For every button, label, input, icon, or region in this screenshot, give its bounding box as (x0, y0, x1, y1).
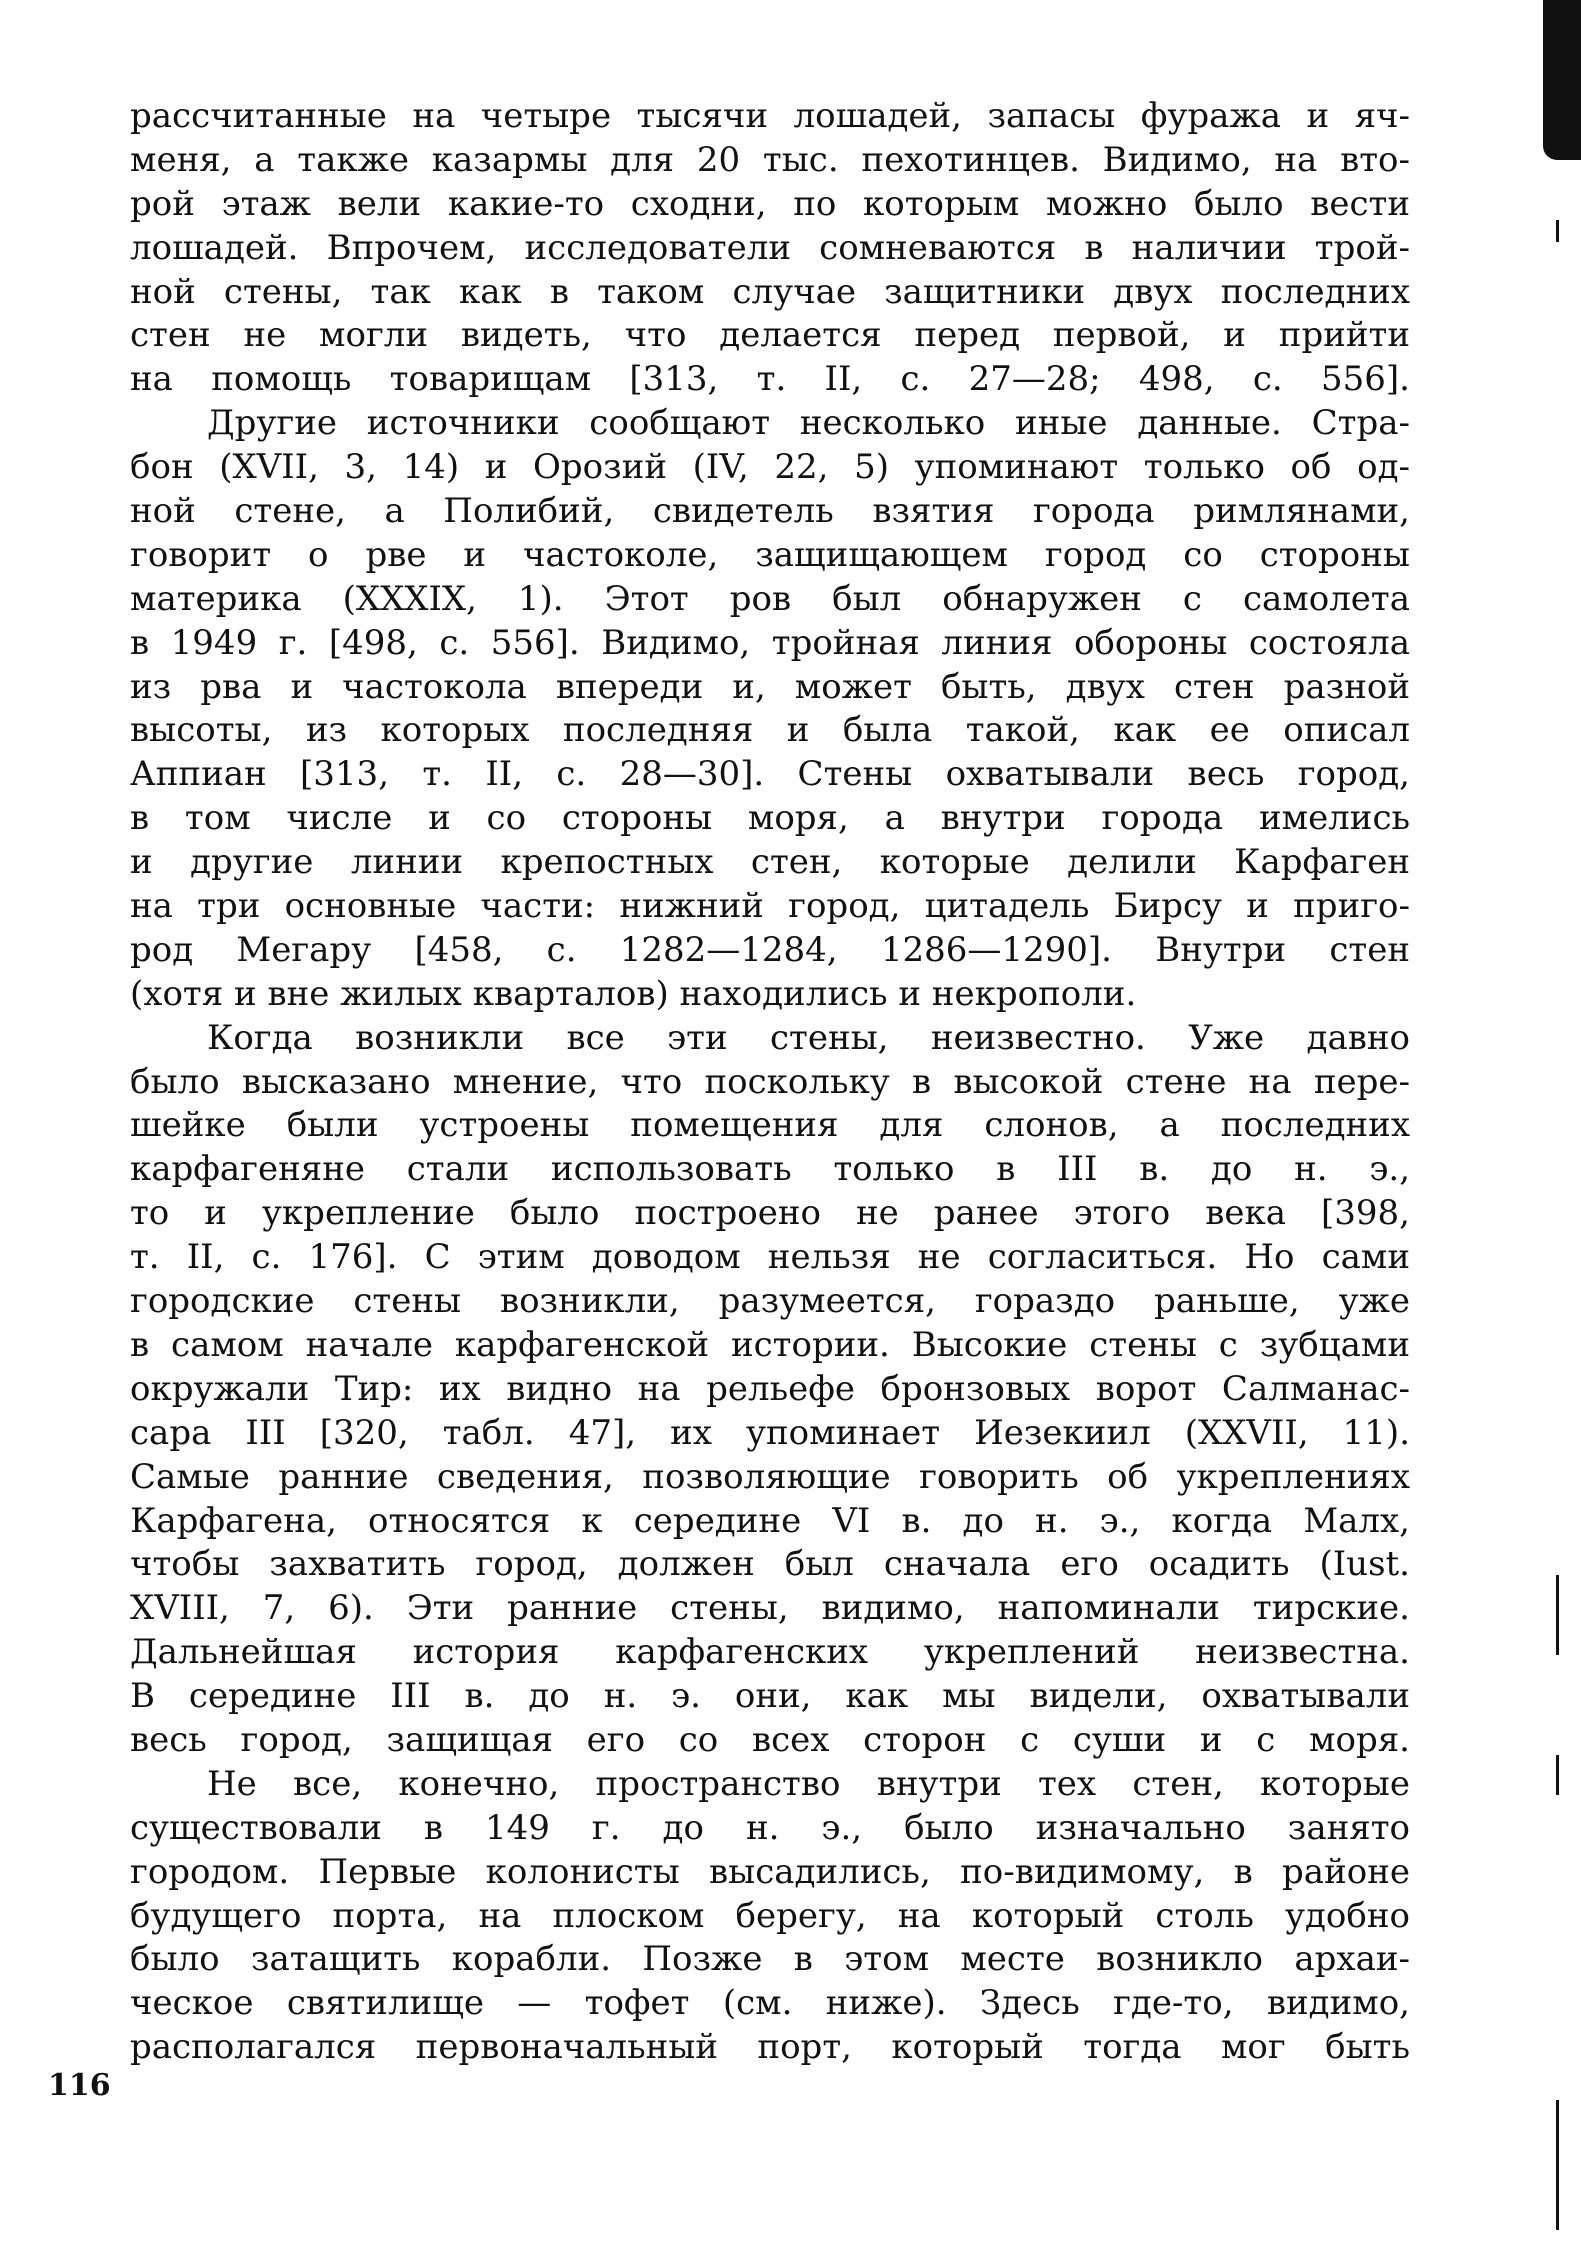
text-line: (хотя и вне жилых кварталов) находились и некрополи. (130, 973, 1137, 1014)
text-line: Когда возникли все эти стены, неизвестно. Уже давно (207, 1017, 1410, 1058)
text-line: ной стены, так как в таком случае защитники двух последних (130, 271, 1410, 312)
text-line: городские стены возникли, разумеется, гораздо раньше, уже (130, 1281, 1410, 1322)
text-line: Самые ранние сведения, позволяющие говорить об укреплениях (130, 1456, 1410, 1497)
text-line: Не все, конечно, пространство внутри тех стен, которые (207, 1763, 1410, 1804)
text-line: было высказано мнение, что поскольку в высокой стене на пере- (130, 1061, 1410, 1102)
text-line: стен не могли видеть, что делается перед первой, и прийти (130, 315, 1410, 356)
text-line: располагался первоначальный порт, который тогда мог быть (130, 2027, 1410, 2068)
text-line: в 1949 г. [498, с. 556]. Видимо, тройная линия обороны состояла (130, 622, 1410, 663)
text-line: говорит о рве и частоколе, защищающем город со стороны (130, 534, 1410, 575)
scan-edge-mark (1556, 1575, 1559, 1655)
text-line: меня, а также казармы для 20 тыс. пехотинцев. Видимо, на вто- (130, 139, 1410, 180)
text-line: В середине III в. до н. э. они, как мы видели, охватывали (130, 1676, 1410, 1717)
text-line: материка (XXXIX, 1). Этот ров был обнаружен с самолета (130, 578, 1410, 619)
text-line: Другие источники сообщают несколько иные данные. Стра- (207, 403, 1410, 444)
text-line: существовали в 149 г. до н. э., было изначально занято (130, 1807, 1410, 1848)
text-line: рассчитанные на четыре тысячи лошадей, запасы фуража и яч- (130, 96, 1410, 136)
scan-edge-mark (1556, 220, 1559, 242)
scan-edge-shadow (1543, 0, 1581, 160)
text-line: шейке были устроены помещения для слонов, а последних (130, 1105, 1410, 1146)
text-line: род Мегару [458, с. 1282—1284, 1286—1290]. Внутри стен (130, 929, 1410, 970)
text-line: весь город, защищая его со всех сторон с суши и с моря. (130, 1719, 1410, 1760)
text-line: на три основные части: нижний город, цитадель Бирсу и приго- (130, 886, 1410, 927)
text-line: в том числе и со стороны моря, а внутри города имелись (130, 798, 1410, 839)
text-line: лошадей. Впрочем, исследователи сомневаются в наличии трой- (130, 227, 1410, 268)
text-line: будущего порта, на плоском берегу, на который столь удобно (130, 1895, 1410, 1936)
text-line: городом. Первые колонисты высадились, по-видимому, в районе (130, 1851, 1410, 1892)
text-line: чтобы захватить город, должен был сначала его осадить (Iust. (130, 1544, 1410, 1585)
text-line: ческое святилище — тофет (см. ниже). Здесь где-то, видимо, (130, 1983, 1410, 2024)
page-number: 116 (48, 2068, 111, 2103)
text-line: т. II, с. 176]. С этим доводом нельзя не согласиться. Но сами (130, 1237, 1410, 1278)
text-line: окружали Тир: их видно на рельефе бронзовых ворот Салманас- (130, 1368, 1410, 1409)
text-line: карфагеняне стали использовать только в III в. до н. э., (130, 1149, 1410, 1190)
scan-edge-mark (1556, 2100, 1559, 2230)
text-line: бон (XVII, 3, 14) и Орозий (IV, 22, 5) упоминают только об од- (130, 447, 1410, 488)
scan-edge-mark (1556, 1755, 1559, 1795)
text-line: и другие линии крепостных стен, которые делили Карфаген (130, 842, 1410, 883)
text-line: высоты, из которых последняя и была такой, как ее описал (130, 710, 1410, 751)
text-line: сара III [320, табл. 47], их упоминает Иезекиил (XXVII, 11). (130, 1412, 1410, 1453)
text-line: Карфагена, относятся к середине VI в. до н. э., когда Малх, (130, 1500, 1410, 1541)
text-line: из рва и частокола впереди и, может быть, двух стен разной (130, 666, 1410, 707)
text-line: ной стене, а Полибий, свидетель взятия города римлянами, (130, 491, 1410, 532)
body-text (130, 95, 1410, 2070)
text-line: в самом начале карфагенской истории. Высокие стены с зубцами (130, 1324, 1410, 1365)
text-line: рой этаж вели какие-то сходни, по которым можно было вести (130, 183, 1410, 224)
text-line: Аппиан [313, т. II, с. 28—30]. Стены охватывали весь город, (130, 754, 1410, 795)
text-line: XVIII, 7, 6). Эти ранние стены, видимо, напоминали тирские. (130, 1588, 1410, 1629)
text-line: то и укрепление было построено не ранее этого века [398, (130, 1193, 1410, 1234)
text-line: Дальнейшая история карфагенских укреплений неизвестна. (130, 1632, 1410, 1673)
text-line: на помощь товарищам [313, т. II, с. 27—28; 498, с. 556]. (130, 359, 1410, 400)
text-line: было затащить корабли. Позже в этом месте возникло архаи- (130, 1939, 1410, 1980)
